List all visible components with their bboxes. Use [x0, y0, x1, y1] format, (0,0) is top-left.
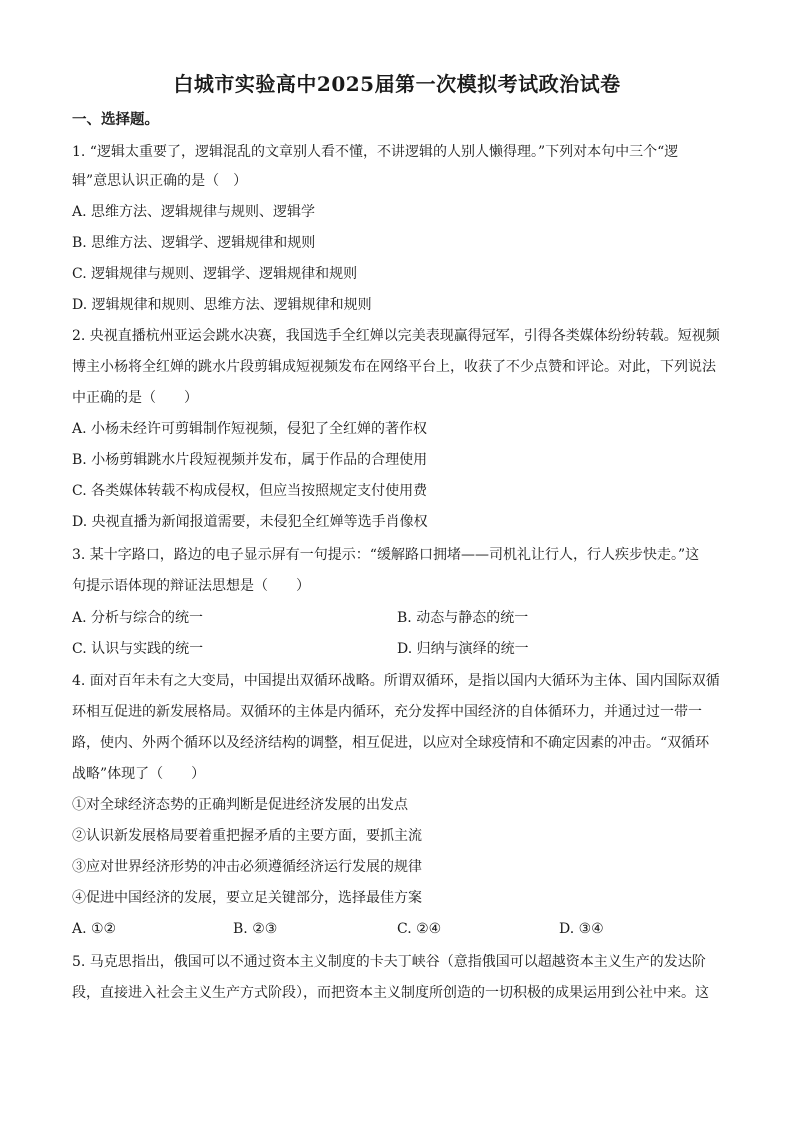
q3-stem-line-2: 句提示语体现的辩证法思想是（ ） — [72, 578, 310, 594]
q2-option-d: D. 央视直播为新闻报道需要，未侵犯全红婵等选手肖像权 — [72, 514, 428, 530]
q4-item-4: ④促进中国经济的发展，要立足关键部分，选择最佳方案 — [72, 890, 422, 906]
q3-option-c: C. 认识与实践的统一 — [72, 641, 204, 657]
q4-option-c: C. ②④ — [397, 921, 442, 937]
q2-option-b: B. 小杨剪辑跳水片段短视频并发布，属于作品的合理使用 — [72, 452, 428, 468]
q2-stem-line-1: 2. 央视直播杭州亚运会跳水决赛，我国选手全红婵以完美表现赢得冠军，引得各类媒体纷纷转载。短视频 — [72, 328, 720, 344]
page-title: 白城市实验高中2025届第一次模拟考试政治试卷 — [173, 72, 621, 96]
q5-stem-line-2: 段，直接进入社会主义生产方式阶段），而把资本主义制度所创造的一切积极的成果运用到公社中来。这 — [72, 985, 709, 1001]
q3-option-a: A. 分析与综合的统一 — [72, 610, 204, 626]
q4-item-3: ③应对世界经济形势的冲击必须遵循经济运行发展的规律 — [72, 859, 422, 875]
q1-option-a: A. 思维方法、逻辑规律与规则、逻辑学 — [72, 204, 316, 220]
section-heading: 一、选择题。 — [72, 111, 159, 128]
q2-option-a: A. 小杨未经许可剪辑制作短视频，侵犯了全红婵的著作权 — [72, 421, 428, 437]
q4-stem-line-3: 路，使内、外两个循环以及经济结构的调整，相互促进，以应对全球疫情和不确定因素的冲击。“双循环 — [72, 735, 710, 751]
q3-stem-line-1: 3. 某十字路口，路边的电子显示屏有一句提示：“缓解路口拥堵——司机礼让行人，行人疾步快走。”这 — [72, 547, 700, 563]
q2-stem-line-2: 博主小杨将全红婵的跳水片段剪辑成短视频发布在网络平台上，收获了不少点赞和评论。对此，下列说法 — [72, 359, 716, 375]
q4-item-2: ②认识新发展格局要着重把握矛盾的主要方面，要抓主流 — [72, 828, 422, 844]
q4-option-d: D. ③④ — [559, 921, 604, 937]
q1-option-d: D. 逻辑规律和规则、思维方法、逻辑规律和规则 — [72, 297, 372, 313]
q1-option-b: B. 思维方法、逻辑学、逻辑规律和规则 — [72, 235, 316, 251]
q3-option-d: D. 归纳与演绎的统一 — [397, 641, 529, 657]
q4-option-a: A. ①② — [72, 921, 117, 937]
q2-option-c: C. 各类媒体转载不构成侵权，但应当按照规定支付使用费 — [72, 483, 428, 499]
q1-option-c: C. 逻辑规律与规则、逻辑学、逻辑规律和规则 — [72, 266, 358, 282]
q4-stem-line-1: 4. 面对百年未有之大变局，中国提出双循环战略。所谓双循环，是指以国内大循环为主体、国内国际双循 — [72, 673, 720, 689]
q4-item-1: ①对全球经济态势的正确判断是促进经济发展的出发点 — [72, 797, 408, 813]
q4-stem-line-2: 环相互促进的新发展格局。双循环的主体是内循环，充分发挥中国经济的自体循环力，并通过过一带一 — [72, 704, 702, 720]
q2-stem-line-3: 中正确的是（ ） — [72, 390, 198, 406]
q1-stem-line-1: 1. “逻辑太重要了，逻辑混乱的文章别人看不懂，不讲逻辑的人别人懒得理。”下列对本句中三个“逻 — [72, 144, 679, 160]
q4-option-b: B. ②③ — [233, 921, 278, 937]
q4-stem-line-4: 战略”体现了（ ） — [72, 766, 206, 782]
q3-option-b: B. 动态与静态的统一 — [397, 610, 529, 626]
q1-stem-line-2: 辑”意思认识正确的是（ ） — [72, 173, 248, 189]
q5-stem-line-1: 5. 马克思指出，俄国可以不通过资本主义制度的卡夫丁峡谷（意指俄国可以超越资本主义生产的发达阶 — [72, 954, 706, 970]
